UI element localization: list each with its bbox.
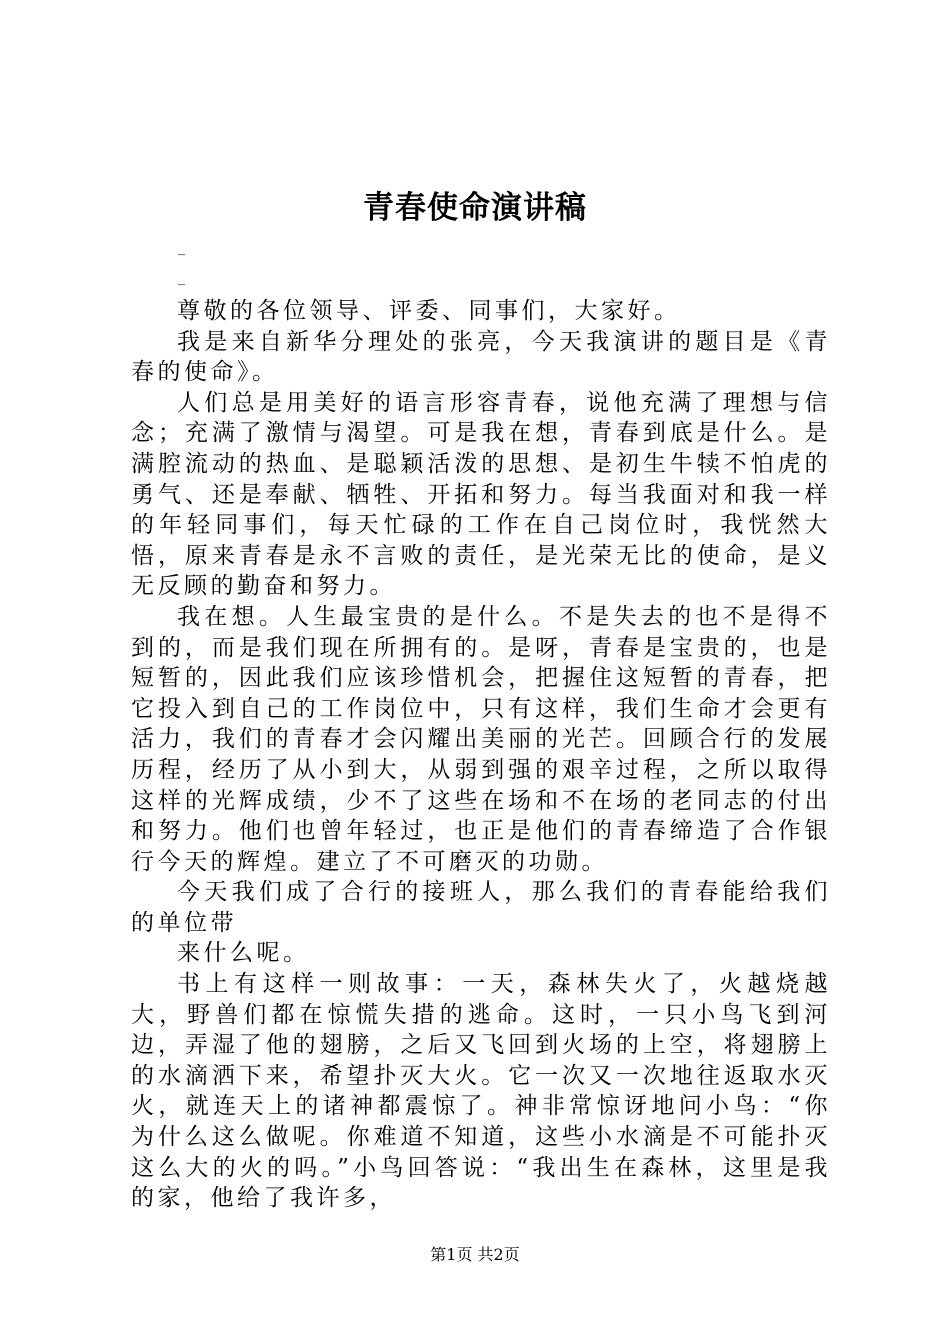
document-body <box>131 296 831 1214</box>
paragraph-intro: 我是来自新华分理处的张亮，今天我演讲的题目是《青春的使命》。 <box>131 328 831 386</box>
blank-mark: _ <box>178 270 185 286</box>
paragraph-bird-story: 书上有这样一则故事：一天，森林失火了，火越烧越大，野兽们都在惊慌失措的逃命。这时，一只小鸟飞到河边，弄湿了他的翅膀，之后又飞回到火场的上空，将翅膀上的水滴洒下来，希望扑灭大火。它一次又一次地往返取水灭火，就连天上的诸神都震惊了。神非常惊讶地问小鸟：“你为什么这么做呢。你难道不知道，这些小水滴是不可能扑灭这么大的火的吗。”小鸟回答说：“我出生在森林，这里是我的家，他给了我许多， <box>131 971 831 1212</box>
paragraph-youth-meaning: 人们总是用美好的语言形容青春，说他充满了理想与信念；充满了激情与渴望。可是我在想，青春到底是什么。是满腔流动的热血、是聪颖活泼的思想、是初生牛犊不怕虎的勇气、还是奉献、牺牲、开拓和努力。每当我面对和我一样的年轻同事们，每天忙碌的工作在自己岗位时，我恍然大悟，原来青春是永不言败的责任，是光荣无比的使命，是义无反顾的勤奋和努力。 <box>131 389 831 600</box>
paragraph-greeting: 尊敬的各位领导、评委、同事们，大家好。 <box>177 298 681 324</box>
paragraph-cherish-youth: 我在想。人生最宝贵的是什么。不是失去的也不是得不到的，而是我们现在所拥有的。是呀，青春是宝贵的，也是短暂的，因此我们应该珍惜机会，把握住这短暂的青春，把它投入到自己的工作岗位中，只有这样，我们生命才会更有活力，我们的青春才会闪耀出美丽的光芒。回顾合行的发展历程，经历了从小到大，从弱到强的艰辛过程，之所以取得这样的光辉成绩，少不了这些在场和不在场的老同志的付出和努力。他们也曾年轻过，也正是他们的青春缔造了合作银行今天的辉煌。建立了不可磨灭的功勋。 <box>131 603 831 875</box>
blank-mark: _ <box>178 240 185 256</box>
page-footer: 第1页 共2页 <box>430 1245 520 1264</box>
paragraph-successors: 今天我们成了合行的接班人，那么我们的青春能给我们的单位带 <box>131 879 831 936</box>
paragraph-fragment: 来什么呢。 <box>177 940 310 967</box>
document-title: 青春使命演讲稿 <box>363 190 587 226</box>
